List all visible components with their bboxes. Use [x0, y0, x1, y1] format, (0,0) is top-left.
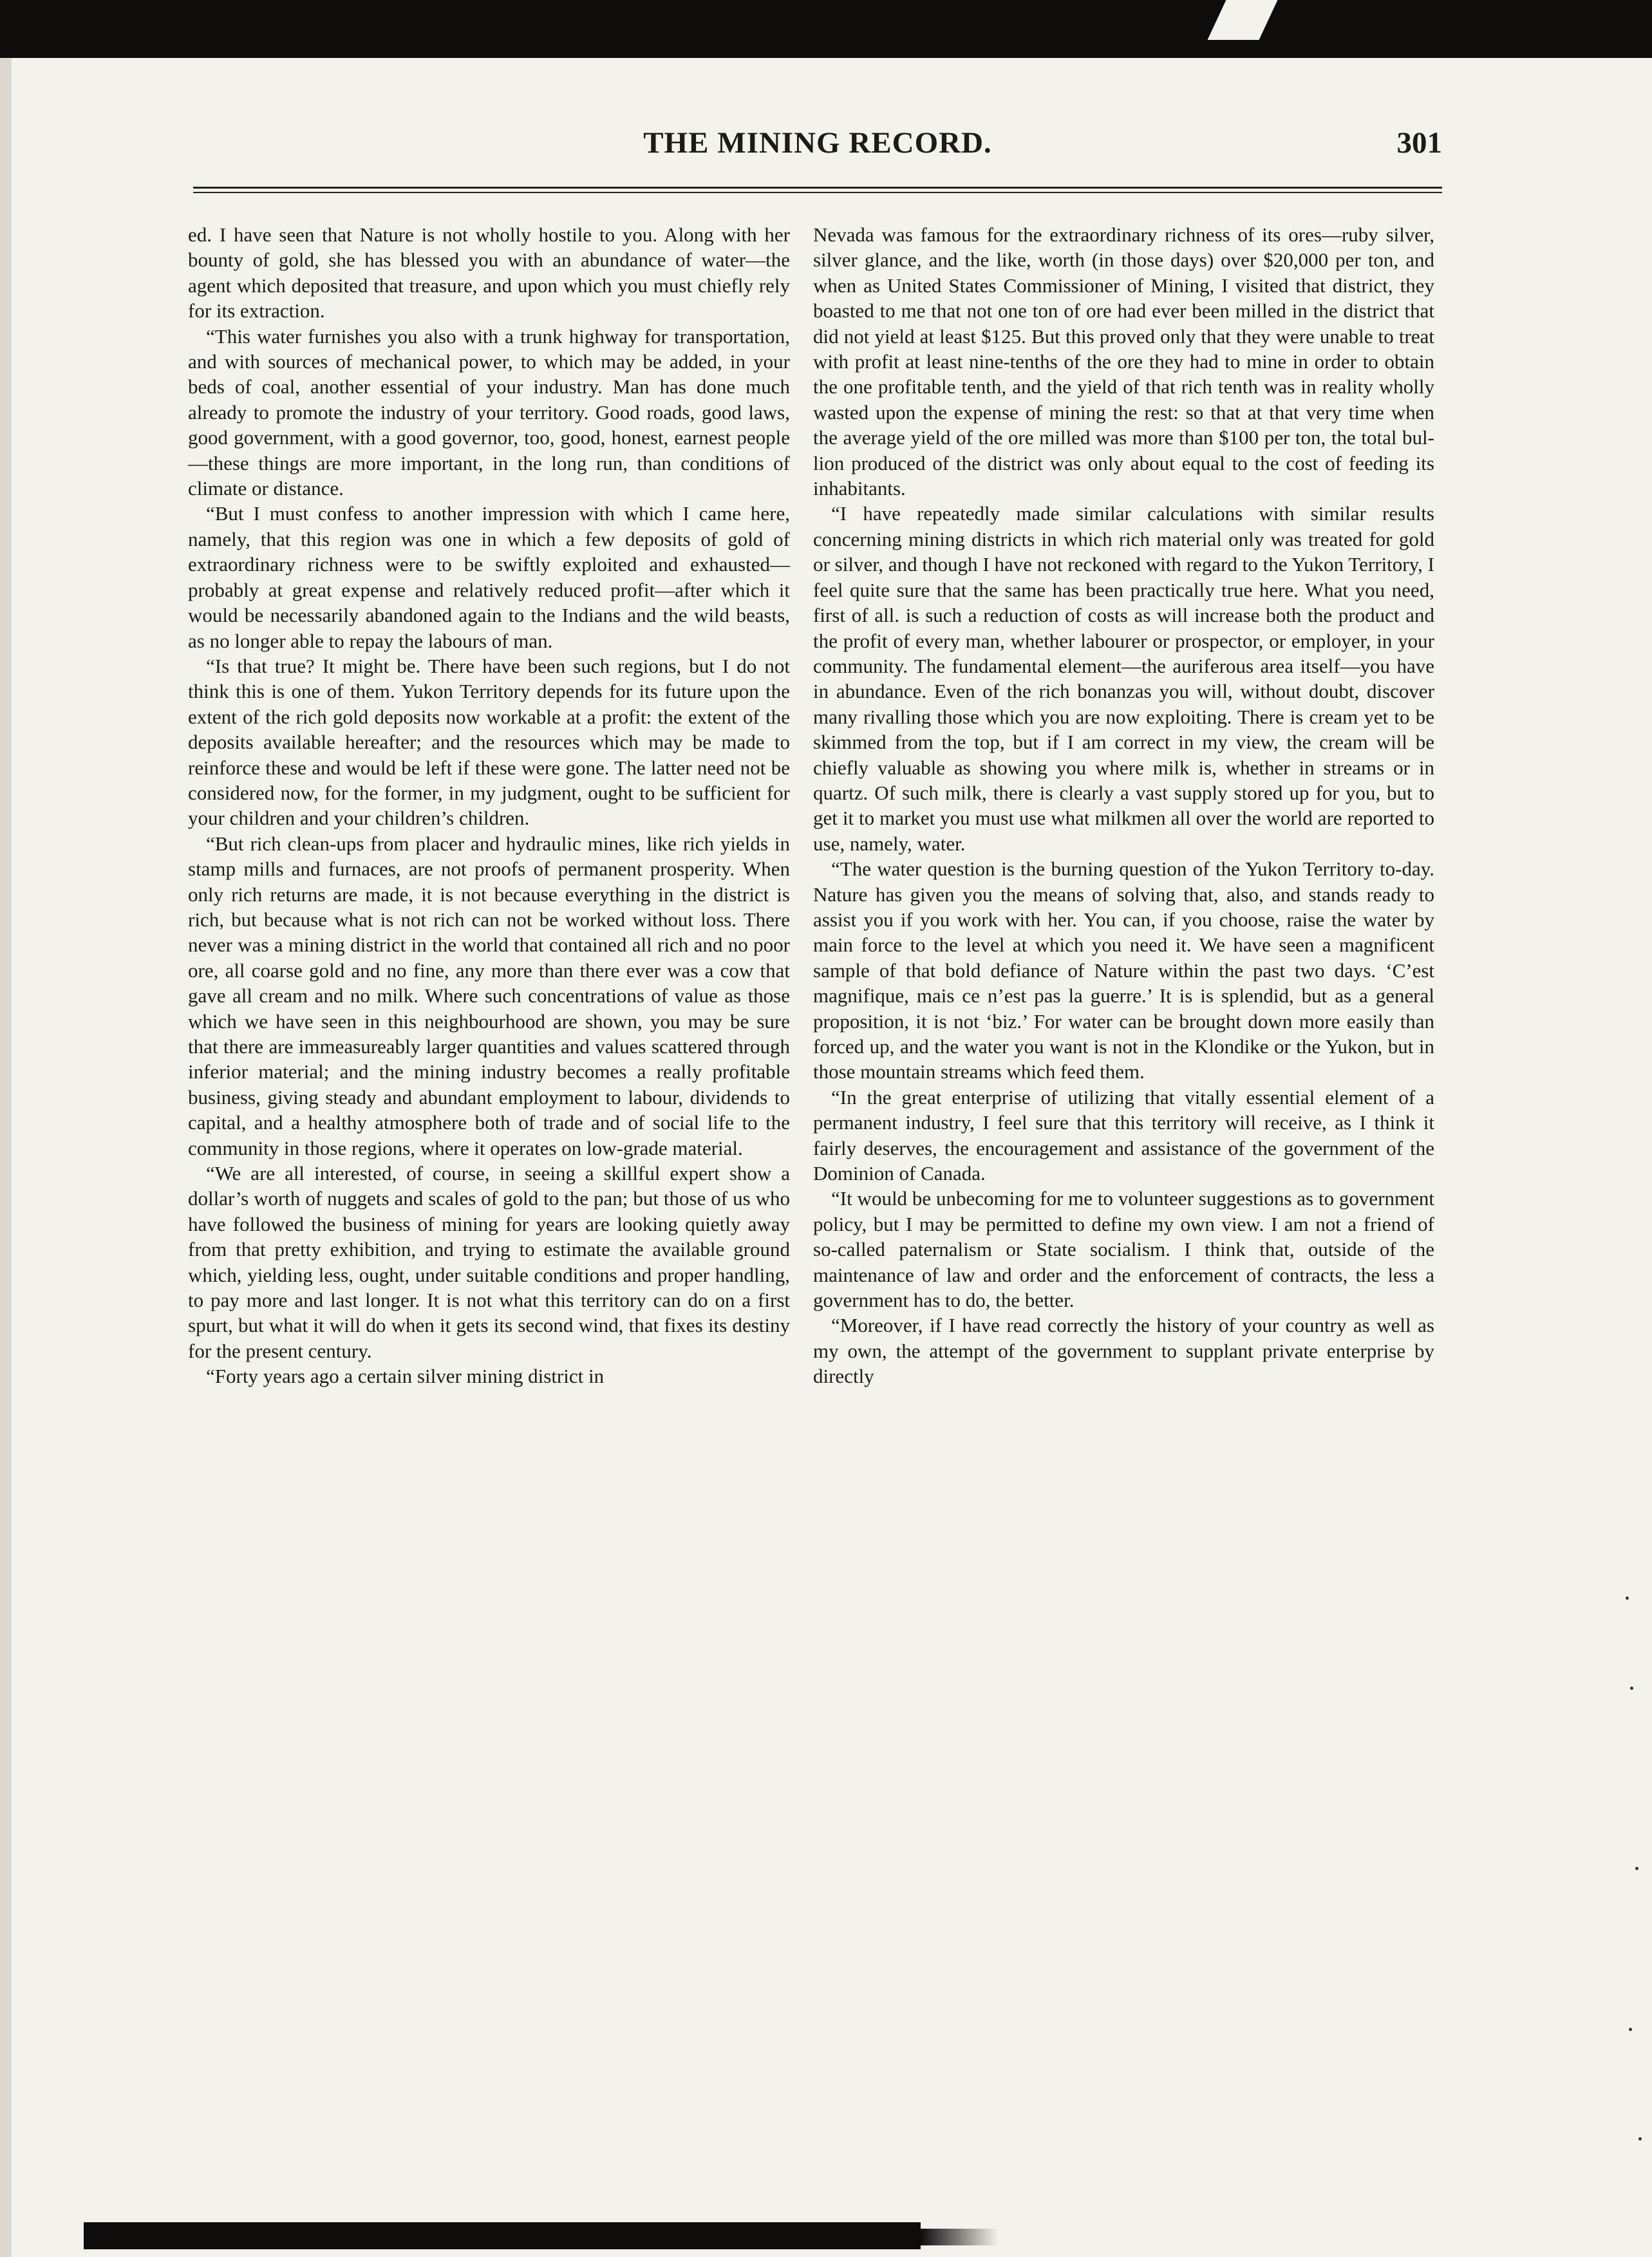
scan-speck	[1629, 2028, 1632, 2031]
paragraph: “I have repeatedly made similar calculations with similar results concerning mining districts in which rich material only was treated for gold or silver, and though I have not reckoned with regard to the Yukon Territory, I feel quite sure that the same has been practically true here. What you need, first of all. is such a reduction of costs as will increase both the product and the profit of every man, whether labourer or prospector, or employer, in your community. The fundamental element—the auriferous area itself—you have in abundance. Even of the rich bonanzas you will, without doubt, discover many rivalling those which you are now exploiting. There is cream yet to be skimmed from the top, but if I am correct in my view, the cream will be chiefly valuable as showing you where milk is, whether in streams or in quartz. Of such milk, there is clearly a vast supply stored up for you, but to get it to market you must use what milkmen all over the world are reported to use, namely, water.	[813, 502, 1434, 855]
scan-speck	[1635, 1867, 1638, 1870]
scan-left-edge	[0, 58, 12, 2257]
header-rule-bottom	[193, 192, 1442, 193]
scan-speck	[1630, 1687, 1633, 1690]
paragraph: “But I must confess to another impression with which I came here, namely, that this region was one in which a few deposits of gold of extraordinary richness were to be swiftly exploited and exhausted—probably at great expense and relatively reduced profit—after which it would be necessarily abandoned again to the Indians and the wild beasts, as no longer able to repay the labours of man.	[188, 502, 790, 652]
right-column	[813, 222, 1434, 1389]
paragraph: “Forty years ago a certain silver mining district in	[206, 1365, 605, 1388]
page-header	[193, 126, 1442, 171]
left-column	[188, 222, 790, 1389]
running-title: THE MINING RECORD.	[643, 126, 992, 160]
paragraph: “But rich clean-ups from placer and hydraulic mines, like rich yields in stamp mills and furnaces, are not proofs of permanent prosperity. When only rich returns are made, it is not because everything in the district is rich, but because what is not rich can not be worked without loss. There never was a mining district in the world that contained all rich and no poor ore, all coarse gold and no fine, any more than there ever was a cow that gave all cream and no milk. Where such concentrations of value as those which we have seen in this neighbourhood are shown, you may be sure that there are immeasureably larger quantities and values scattered through inferior material; and the mining industry becomes a really profitable business, giving steady and abundant employment to labour, dividends to capital, and a healthy atmosphere both of trade and of social life to the community in those regions, where it operates on low-grade material.	[188, 832, 790, 1159]
paragraph: ed. I have seen that Nature is not wholly hostile to you. Along with her bounty of gold, she has blessed you with an abundance of water—the agent which deposited that treasure, and upon which you must chiefly rely for its extraction.	[188, 223, 790, 323]
header-rule-top	[193, 187, 1442, 189]
paragraph: “Moreover, if I have read correctly the history of your country as well as my own, the attempt of the government to supplant private enterprise by directly	[813, 1314, 1434, 1388]
scan-speck	[1638, 2137, 1642, 2140]
paragraph: “This water furnishes you also with a trunk highway for transportation, and with sources of mechanical power, to which may be added, in your beds of coal, another essential of your industry. Man has done much already to promote the industry of your territory. Good roads, good laws, good government, with a good governor, too, good, honest, earnest people—these things are more important, in the long run, than conditions of climate or distance.	[188, 324, 790, 500]
paragraph: “In the great enterprise of utilizing that vitally essential element of a permanent industry, I feel sure that this territory will receive, as I think it fairly deserves, the encouragement and assistance of the government of the Dominion of Canada.	[813, 1085, 1434, 1185]
scan-speck	[1626, 1597, 1629, 1600]
paragraph: “It would be unbecoming for me to volunteer suggestions as to government policy, but I may be permitted to define my own view. I am not a friend of so-called paternalism or State socialism. I think that, outside of the maintenance of law and order and the enforcement of contracts, the less a government has to do, the better.	[813, 1187, 1434, 1312]
scan-bottom-fade	[921, 2229, 998, 2245]
page-number: 301	[1396, 126, 1442, 160]
paragraph: “We are all interested, of course, in seeing a skillful expert show a dollar’s worth of nuggets and scales of gold to the pan; but those of us who have followed the business of mining for years are looking quietly away from that pretty exhibition, and trying to estimate the available ground which, yielding less, ought, under suitable conditions and proper handling, to pay more and last longer. It is not what this territory can do on a first spurt, but what it will do when it gets its second wind, that fixes its destiny for the present century.	[188, 1162, 790, 1362]
paragraph: “Is that true? It might be. There have been such regions, but I do not think this is one of them. Yukon Territory depends for its future upon the extent of the rich gold deposits now workable at a profit: the extent of the deposits available hereafter; and the resources which may be made to reinforce these and would be left if these were gone. The latter need not be considered now, for the former, in my judgment, ought to be sufficient for your children and your children’s children.	[188, 654, 790, 830]
paragraph: “The water question is the burning question of the Yukon Territory to-day. Nature has given you the means of solving that, also, and stands ready to assist you if you work with her. You can, if you choose, raise the water by main force to the level at which you need it. We have seen a magnificent sample of that bold defiance of Nature within the past two days. ‘C’est magnifique, mais ce n’est pas la guerre.’ It is is splendid, but as a general proposition, it is not ‘biz.’ For water can be brought down more easily than forced up, and the water you want is not in the Klondike or the Yukon, but in those mountain streams which feed them.	[813, 857, 1434, 1083]
scan-top-border	[0, 0, 1652, 58]
scan-bottom-border	[84, 2222, 921, 2249]
paragraph: Nevada was famous for the extraordinary richness of its ores—ruby silver, silver glance, and the like, worth (in those days) over $20,000 per ton, and when as United States Commissioner of Mining, I visited that district, they boasted to me that not one ton of ore had ever been milled in the district that did not yield at least $125. But this proved only that they were unable to treat with profit at least nine-tenths of the ore they had to mine in order to obtain the one profitable tenth, and the yield of that rich tenth was in reality wholly wasted upon the expense of mining the rest: so that at that very time when the average yield of the ore milled was more than $100 per ton, the total bullion produced of the district was only about equal to the cost of feeding its inhabitants.	[813, 223, 1434, 500]
